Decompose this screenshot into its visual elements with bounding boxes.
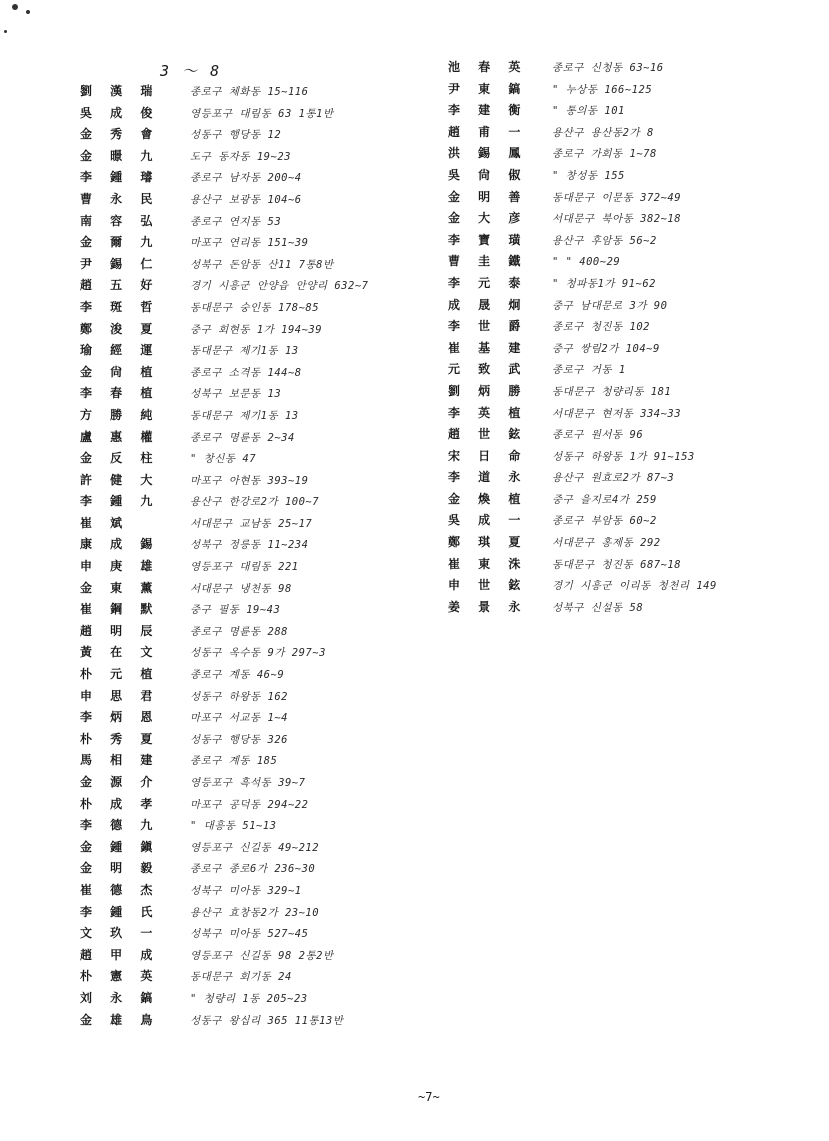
person-name: 劉 炳 勝	[448, 383, 528, 398]
address: 중구 남대문로 3가 90	[552, 299, 668, 312]
address: 영등포구 대림동 221	[190, 561, 299, 574]
address: 종로구 원서동 96	[552, 429, 644, 442]
address: 서대문구 북아동 382~18	[552, 213, 682, 226]
list-item	[80, 989, 425, 1011]
address: 용산구 원효로2가 87~3	[552, 472, 675, 485]
person-name: 李 英 植	[448, 405, 528, 420]
list-item	[448, 80, 818, 102]
list-item	[448, 447, 818, 469]
person-name: 李 鍾 氏	[80, 904, 160, 919]
address: 성동구 행당동 326	[190, 733, 288, 746]
address: 중구 쌍림2가 104~9	[552, 342, 660, 355]
address: " 청량리 1동 205~23	[190, 992, 308, 1005]
list-item	[80, 557, 425, 579]
list-item	[80, 471, 425, 493]
list-item	[448, 404, 818, 426]
address: " 대흥동 51~13	[190, 820, 277, 833]
list-item	[80, 384, 425, 406]
person-name: 李 斑 哲	[80, 299, 160, 314]
person-name: 曹 永 民	[80, 191, 160, 206]
left-name-list	[80, 82, 425, 1032]
person-name: 成 晟 炯	[448, 297, 528, 312]
person-name: 吳 尙 俶	[448, 167, 528, 182]
list-item	[80, 816, 425, 838]
list-item	[448, 490, 818, 512]
person-name: 洪 錫 鳳	[448, 146, 528, 161]
person-name: 李 德 九	[80, 818, 160, 833]
person-name: 姜 景 永	[448, 599, 528, 614]
person-name: 申 庚 雄	[80, 559, 160, 574]
list-item	[448, 166, 818, 188]
address: 서대문구 현저동 334~33	[552, 407, 682, 420]
person-name: 吳 成 一	[448, 513, 528, 528]
address: 종로구 연지동 53	[190, 215, 282, 228]
list-item	[80, 751, 425, 773]
list-item	[80, 838, 425, 860]
address: 영등포구 대림동 63 1통1반	[190, 107, 334, 120]
person-name: 金 明 毅	[80, 861, 160, 876]
list-item	[448, 188, 818, 210]
person-name: 崔 東 洙	[448, 556, 528, 571]
address: 중구 을지로4가 259	[552, 493, 657, 506]
list-item	[80, 600, 425, 622]
address: 동대문구 청량리동 181	[552, 385, 672, 398]
list-item	[80, 579, 425, 601]
person-name: 金 爾 九	[80, 235, 160, 250]
list-item	[80, 276, 425, 298]
address: 종로구 종로6가 236~30	[190, 863, 316, 876]
person-name: 李 道 永	[448, 470, 528, 485]
address: 성동구 하왕동 162	[190, 690, 288, 703]
person-name: 趙 明 辰	[80, 623, 160, 638]
list-item	[80, 82, 425, 104]
list-item	[80, 104, 425, 126]
address: 용산구 효창동2가 23~10	[190, 906, 320, 919]
address: 용산구 보광동 104~6	[190, 193, 302, 206]
address: 마포구 서교동 1~4	[190, 712, 288, 725]
person-name: 金 煥 植	[448, 491, 528, 506]
address: 서대문구 냉천동 98	[190, 582, 292, 595]
list-item	[448, 317, 818, 339]
list-item	[448, 576, 818, 598]
person-name: 金 東 薰	[80, 580, 160, 595]
list-item	[80, 1011, 425, 1033]
list-item	[80, 622, 425, 644]
address: 성북구 미아동 329~1	[190, 884, 302, 897]
address: 용산구 후암동 56~2	[552, 234, 657, 247]
list-item	[448, 360, 818, 382]
list-item	[448, 296, 818, 318]
section-header: 3 ～ 8	[160, 62, 222, 80]
person-name: 申 世 鉉	[448, 578, 528, 593]
address: 종로구 계동 46~9	[190, 669, 285, 682]
person-name: 馬 相 建	[80, 753, 160, 768]
list-item	[80, 341, 425, 363]
address: 종로구 거동 1	[552, 364, 626, 377]
list-item	[80, 190, 425, 212]
address: 용산구 용산동2가 8	[552, 126, 654, 139]
address: 종로구 계동 185	[190, 755, 278, 768]
address: 마포구 공덕동 294~22	[190, 798, 309, 811]
address: " 청파동1가 91~62	[552, 277, 656, 290]
list-item	[448, 58, 818, 80]
list-item	[80, 514, 425, 536]
address: 동대문구 회기동 24	[190, 971, 292, 984]
person-name: 鄭 浚 夏	[80, 321, 160, 336]
person-name: 申 思 君	[80, 688, 160, 703]
right-column	[448, 58, 818, 619]
person-name: 金 源 介	[80, 775, 160, 789]
address: 서대문구 홍제동 292	[552, 537, 661, 550]
list-item	[448, 231, 818, 253]
person-name: 元 致 武	[448, 362, 528, 377]
scan-speck	[4, 30, 7, 33]
list-item	[80, 147, 425, 169]
person-name: 尹 錫 仁	[80, 256, 160, 271]
list-item	[80, 859, 425, 881]
list-item	[448, 123, 818, 145]
person-name: 崔 斌	[80, 515, 130, 530]
page-number: ~7~	[418, 1090, 440, 1104]
person-name: 崔 德 杰	[80, 882, 160, 897]
person-name: 朴 元 植	[80, 667, 160, 682]
address: 서대문구 교남동 25~17	[190, 517, 313, 530]
address: 성북구 정릉동 11~234	[190, 539, 309, 552]
address: 동대문구 숭인동 178~85	[190, 301, 320, 314]
list-item	[448, 598, 818, 620]
list-item	[448, 209, 818, 231]
address: 영등포구 신길동 49~212	[190, 841, 320, 854]
list-item	[80, 967, 425, 989]
person-name: 金 尙 植	[80, 364, 160, 379]
person-name: 金 反 柱	[80, 451, 160, 466]
person-name: 瑜 經 運	[80, 343, 160, 358]
address: 중구 회현동 1가 194~39	[190, 323, 323, 336]
list-item	[80, 255, 425, 277]
list-item	[80, 449, 425, 471]
person-name: 尹 東 鎬	[448, 81, 528, 96]
person-name: 李 元 泰	[448, 275, 528, 290]
address: 성동구 행당동 12	[190, 129, 282, 142]
list-item	[448, 101, 818, 123]
list-item	[448, 382, 818, 404]
list-item	[448, 425, 818, 447]
address: 종로구 부암동 60~2	[552, 515, 657, 528]
address: " 창신동 47	[190, 453, 257, 466]
list-item	[80, 233, 425, 255]
address: 영등포구 신길동 98 2통2반	[190, 949, 334, 962]
list-item	[80, 795, 425, 817]
address: 동대문구 제기1동 13	[190, 345, 299, 358]
person-name: 吳 成 俊	[80, 105, 160, 120]
person-name: 宋 日 命	[448, 448, 528, 463]
person-name: 康 成 錫	[80, 537, 160, 552]
list-item	[80, 298, 425, 320]
person-name: 曹 圭 鐵	[448, 254, 528, 269]
person-name: 金 大 彦	[448, 211, 528, 226]
person-name: 南 容 弘	[80, 213, 160, 228]
person-name: 崔 基 建	[448, 340, 528, 355]
address: " 창성동 155	[552, 169, 625, 182]
person-name: 李 建 衡	[448, 103, 528, 118]
scan-speck	[12, 4, 18, 10]
person-name: 趙 世 鉉	[448, 427, 528, 442]
address: 종로구 체화동 15~116	[190, 86, 309, 98]
list-item	[80, 168, 425, 190]
person-name: 李 世 爵	[448, 319, 528, 334]
address: 종로구 명륜동 288	[190, 625, 288, 638]
person-name: 金 明 善	[448, 189, 528, 204]
list-item	[80, 406, 425, 428]
person-name: 趙 五 好	[80, 278, 160, 293]
scan-speck	[26, 10, 30, 14]
person-name: 李 鍾 璿	[80, 170, 160, 185]
address: " 통의동 101	[552, 105, 625, 118]
list-item	[448, 511, 818, 533]
person-name: 金 鍾 鎭	[80, 839, 160, 854]
list-item	[80, 363, 425, 385]
person-name: 池 春 英	[448, 60, 528, 74]
address: 경기 시흥군 안양읍 안양리 632~7	[190, 280, 369, 293]
list-item	[80, 125, 425, 147]
address: 종로구 신청동 63~16	[552, 62, 664, 74]
list-item	[80, 730, 425, 752]
address: 중구 필동 19~43	[190, 604, 281, 617]
list-item	[448, 252, 818, 274]
address: 종로구 가회동 1~78	[552, 148, 657, 161]
person-name: 李 春 植	[80, 386, 160, 401]
list-item	[80, 924, 425, 946]
address: 성동구 왕십리 365 11통13반	[190, 1014, 344, 1027]
address: 성북구 신설동 58	[552, 601, 644, 614]
person-name: 趙 甲 成	[80, 947, 160, 962]
address: 종로구 남자동 200~4	[190, 172, 302, 185]
list-item	[80, 492, 425, 514]
person-name: 趙 甫 一	[448, 124, 528, 139]
list-item	[448, 144, 818, 166]
address: 도구 동자동 19~23	[190, 150, 291, 163]
address: 경기 시흥군 이리동 청천리 149	[552, 580, 717, 593]
list-item	[80, 643, 425, 665]
right-name-list	[448, 58, 818, 619]
address: 동대문구 이문동 372~49	[552, 191, 682, 204]
list-item	[80, 687, 425, 709]
list-item	[80, 535, 425, 557]
list-item	[80, 708, 425, 730]
address: 성북구 미아동 527~45	[190, 928, 309, 941]
person-name: 朴 成 孝	[80, 796, 160, 811]
person-name: 朴 秀 夏	[80, 731, 160, 746]
person-name: 盧 惠 權	[80, 429, 160, 444]
list-item	[80, 946, 425, 968]
list-item	[448, 274, 818, 296]
address: 마포구 연리동 151~39	[190, 237, 309, 250]
person-name: 金 雄 鳥	[80, 1012, 160, 1027]
address: 영등포구 흑석동 39~7	[190, 777, 306, 789]
address: 성북구 돈암동 산11 7통8반	[190, 258, 334, 271]
person-name: 李 鍾 九	[80, 494, 160, 509]
address: " 누상동 166~125	[552, 83, 653, 96]
list-item	[80, 320, 425, 342]
person-name: 黃 在 文	[80, 645, 160, 660]
address: 성동구 옥수동 9가 297~3	[190, 647, 326, 660]
person-name: 劉 漢 瑞	[80, 84, 160, 98]
person-name: 李 炳 恩	[80, 710, 160, 725]
person-name: 文 玖 一	[80, 926, 160, 941]
person-name: 許 健 大	[80, 472, 160, 487]
person-name: 刘 永 鎬	[80, 990, 160, 1005]
person-name: 崔 鋼 默	[80, 602, 160, 617]
address: 동대문구 제기1동 13	[190, 409, 299, 422]
list-item	[80, 773, 425, 795]
list-item	[80, 665, 425, 687]
address: 성북구 보문동 13	[190, 388, 282, 401]
person-name: 朴 憲 英	[80, 969, 160, 984]
list-item	[80, 212, 425, 234]
list-item	[448, 468, 818, 490]
list-item	[448, 533, 818, 555]
person-name: 鄭 琪 夏	[448, 535, 528, 550]
list-item	[80, 428, 425, 450]
person-name: 方 勝 純	[80, 407, 160, 422]
address: 마포구 아현동 393~19	[190, 474, 309, 487]
address: " " 400~29	[552, 256, 621, 269]
person-name: 金 暻 九	[80, 148, 160, 163]
list-item	[448, 339, 818, 361]
address: 종로구 명륜동 2~34	[190, 431, 295, 444]
left-column	[80, 58, 425, 1032]
list-item	[80, 881, 425, 903]
address: 종로구 청진동 102	[552, 321, 650, 334]
list-item	[80, 903, 425, 925]
list-item	[448, 555, 818, 577]
address: 동대문구 청진동 687~18	[552, 558, 682, 571]
address: 성동구 하왕동 1가 91~153	[552, 450, 695, 463]
address: 용산구 한강로2가 100~7	[190, 496, 320, 509]
person-name: 李 寶 璜	[448, 232, 528, 247]
person-name: 金 秀 會	[80, 127, 160, 142]
address: 종로구 소격동 144~8	[190, 366, 302, 379]
